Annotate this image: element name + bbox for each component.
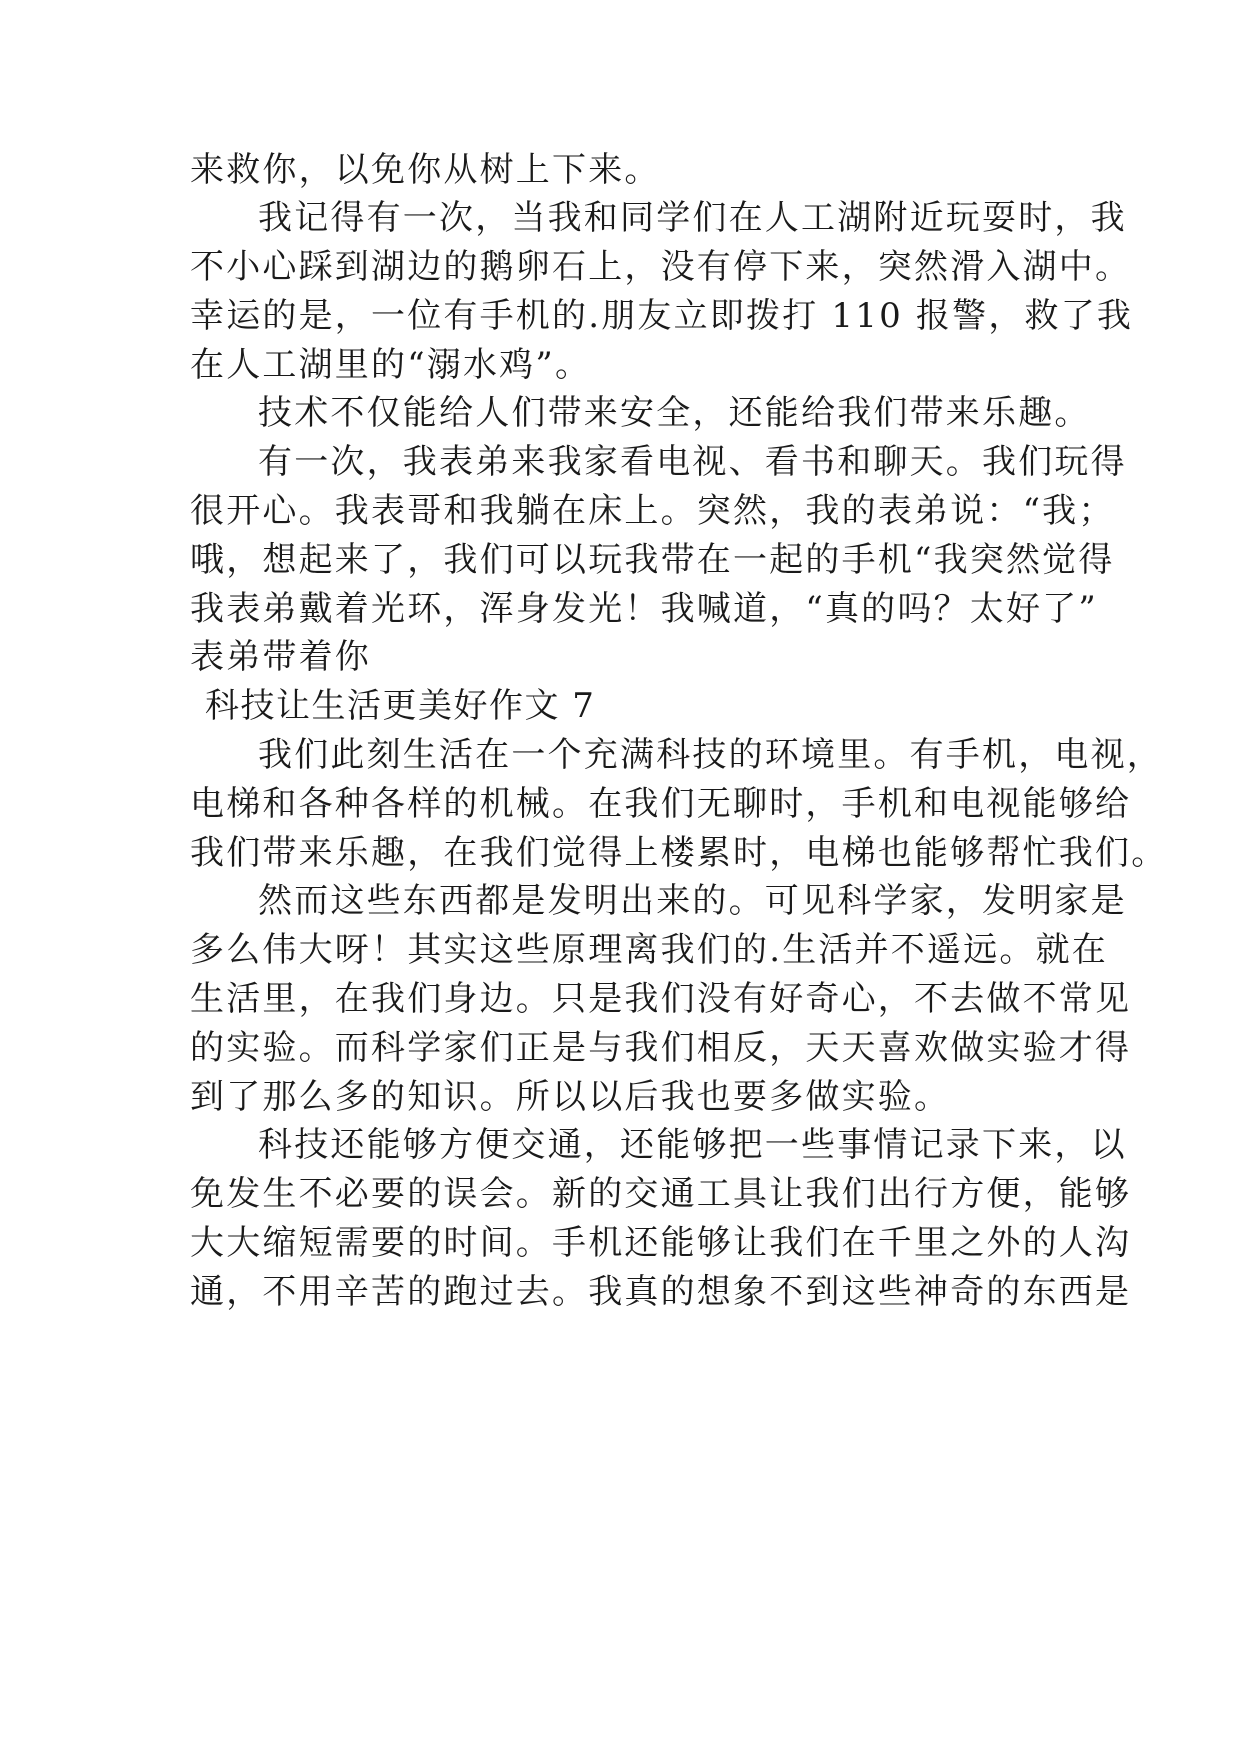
text-line: 表弟带着你: [190, 637, 371, 677]
text-line: 免发生不必要的误会。新的交通工具让我们出行方便，能够: [190, 1174, 1132, 1214]
text-line: 哦，想起来了，我们可以玩我带在一起的手机“我突然觉得: [190, 540, 1115, 580]
text-line: 的实验。而科学家们正是与我们相反，天天喜欢做实验才得: [190, 1028, 1132, 1068]
text-line: 电梯和各种各样的机械。在我们无聊时，手机和电视能够给: [190, 784, 1132, 824]
text-line: 来救你，以免你从树上下来。: [190, 150, 661, 190]
paragraph-first-line: 科技还能够方便交通，还能够把一些事情记录下来，以: [258, 1125, 1127, 1165]
paragraph-first-line: 然而这些东西都是发明出来的。可见科学家，发明家是: [258, 881, 1127, 921]
text-line: 我表弟戴着光环，浑身发光！我喊道，“真的吗？太好了”: [190, 589, 1098, 629]
paragraph-first-line: 有一次，我表弟来我家看电视、看书和聊天。我们玩得: [258, 442, 1127, 482]
text-line: 生活里，在我们身边。只是我们没有好奇心，不去做不常见: [190, 979, 1132, 1019]
text-line: 大大缩短需要的时间。手机还能够让我们在千里之外的人沟: [190, 1223, 1132, 1263]
text-line: 多么伟大呀！其实这些原理离我们的.生活并不遥远。就在: [190, 930, 1109, 970]
text-line: 很开心。我表哥和我躺在床上。突然，我的表弟说：“我；: [190, 491, 1115, 531]
paragraph-first-line: 我记得有一次，当我和同学们在人工湖附近玩耍时，我: [258, 198, 1127, 238]
text-line: 在人工湖里的“溺水鸡”。: [190, 345, 592, 385]
text-line: 我们带来乐趣，在我们觉得上楼累时，电梯也能够帮忙我们。: [190, 833, 1168, 873]
text-line: 到了那么多的知识。所以以后我也要多做实验。: [190, 1077, 951, 1117]
paragraph-first-line: 技术不仅能给人们带来安全，还能给我们带来乐趣。: [258, 393, 1091, 433]
text-line: 幸运的是，一位有手机的.朋友立即拨打 110 报警，救了我: [190, 296, 1134, 336]
section-heading: 科技让生活更美好作文 7: [205, 686, 596, 726]
paragraph-first-line: 我们此刻生活在一个充满科技的环境里。有手机，电视，: [258, 735, 1163, 775]
text-line: 通，不用辛苦的跑过去。我真的想象不到这些神奇的东西是: [190, 1272, 1132, 1312]
text-line: 不小心踩到湖边的鹅卵石上，没有停下来，突然滑入湖中。: [190, 247, 1132, 287]
